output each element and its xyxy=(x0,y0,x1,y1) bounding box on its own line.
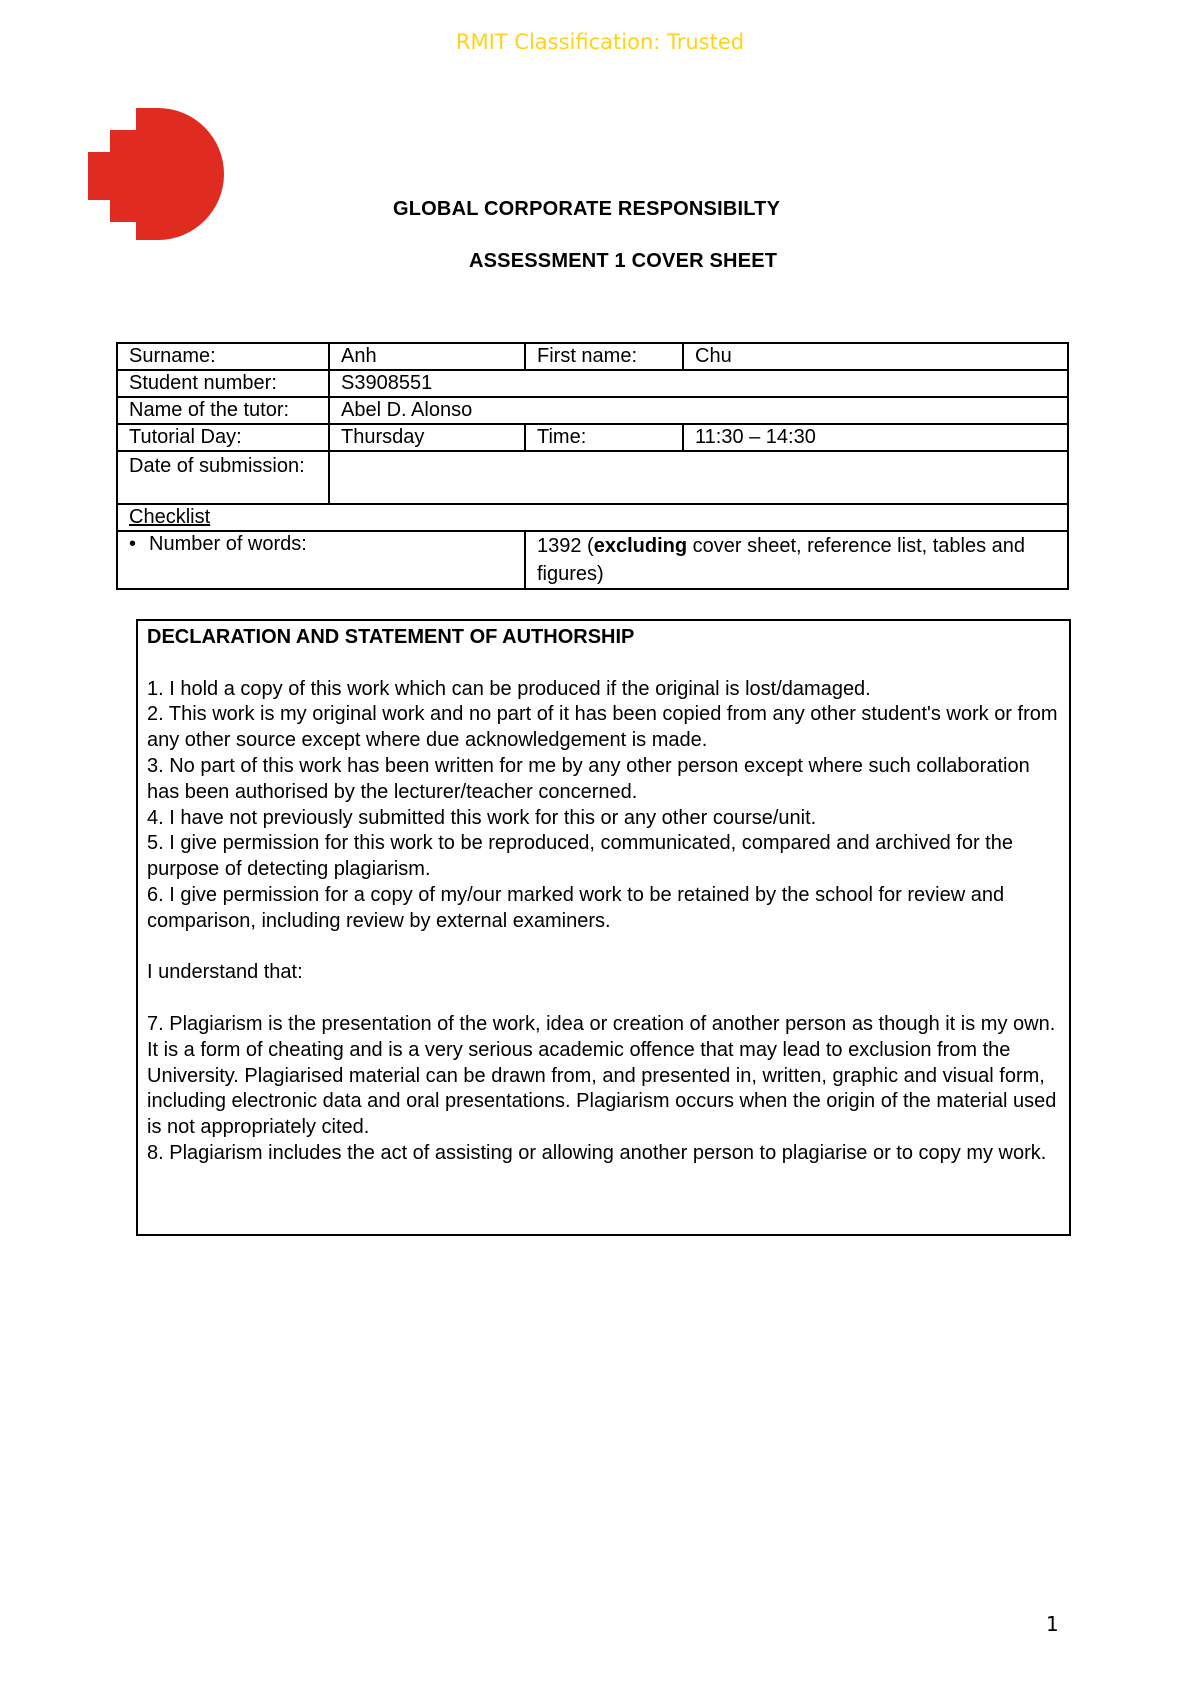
date-value xyxy=(329,451,1068,504)
words-value xyxy=(525,531,1068,589)
student-number-value: S3908551 xyxy=(329,370,1068,397)
table-row xyxy=(117,504,1068,531)
declaration-item: 1. I hold a copy of this work which can be produced if the original is lost/damaged. xyxy=(147,677,871,700)
cover-sheet-table xyxy=(116,342,1069,590)
time-label: Time: xyxy=(525,424,683,451)
table-row xyxy=(117,451,1068,504)
table-row xyxy=(117,531,1068,589)
firstname-value: Chu xyxy=(683,343,1068,370)
declaration-box xyxy=(136,619,1071,1236)
page-number: 1 xyxy=(1046,1612,1059,1636)
words-excluding: excluding xyxy=(593,535,688,557)
document-subtitle: ASSESSMENT 1 COVER SHEET xyxy=(469,250,778,272)
classification-label: RMIT Classification: Trusted xyxy=(455,30,745,54)
table-row xyxy=(117,424,1068,451)
table-row xyxy=(117,343,1068,370)
tutor-value: Abel D. Alonso xyxy=(329,397,1068,424)
firstname-label: First name: xyxy=(525,343,683,370)
words-label-cell xyxy=(117,531,525,589)
checklist-text: Checklist xyxy=(129,506,211,528)
rmit-logo-icon xyxy=(88,108,224,240)
table-row xyxy=(117,370,1068,397)
declaration-item: 3. No part of this work has been written for me by any other person except where such collaboration has been authorised by the lecturer/teacher concerned. xyxy=(147,754,1030,803)
declaration-item: 7. Plagiarism is the presentation of the work, idea or creation of another person as though it is my own. It is a form of cheating and is a very serious academic offence that may lead to exclusion from the University. Plagiarised material can be drawn from, and presented in, written, graphic and visual form, including electronic data and oral presentations. Plagiarism occurs when the origin of the material used is not appropriately cited. xyxy=(147,1012,1057,1139)
words-count: 1392 ( xyxy=(537,535,594,557)
declaration-item: 6. I give permission for a copy of my/our marked work to be retained by the school for review and comparison, including review by external examiners. xyxy=(147,883,1005,932)
checklist-label xyxy=(117,504,1068,531)
date-label: Date of submission: xyxy=(117,451,329,504)
bullet-icon: • xyxy=(129,533,137,555)
declaration-item: 4. I have not previously submitted this work for this or any other course/unit. xyxy=(147,806,817,829)
table-row xyxy=(117,397,1068,424)
tutorial-day-value: Thursday xyxy=(329,424,525,451)
time-value: 11:30 – 14:30 xyxy=(683,424,1068,451)
document-title: GLOBAL CORPORATE RESPONSIBILTY xyxy=(393,198,781,220)
words-label: Number of words: xyxy=(149,533,307,555)
words-note: cover sheet, reference list, tables and figures) xyxy=(537,535,1026,585)
declaration-item: 8. Plagiarism includes the act of assisting or allowing another person to plagiarise or to copy my work. xyxy=(147,1141,1047,1164)
tutor-label: Name of the tutor: xyxy=(117,397,329,424)
declaration-item: 5. I give permission for this work to be reproduced, communicated, compared and archived for the purpose of detecting plagiarism. xyxy=(147,832,1013,881)
declaration-heading: DECLARATION AND STATEMENT OF AUTHORSHIP xyxy=(147,626,635,648)
understand-text: I understand that: xyxy=(147,961,303,984)
student-number-label: Student number: xyxy=(117,370,329,397)
surname-value: Anh xyxy=(329,343,525,370)
tutorial-day-label: Tutorial Day: xyxy=(117,424,329,451)
declaration-item: 2. This work is my original work and no part of it has been copied from any other student's work or from any other source except where due acknowledgement is made. xyxy=(147,703,1058,752)
logo-shape xyxy=(88,108,224,240)
surname-label: Surname: xyxy=(117,343,329,370)
